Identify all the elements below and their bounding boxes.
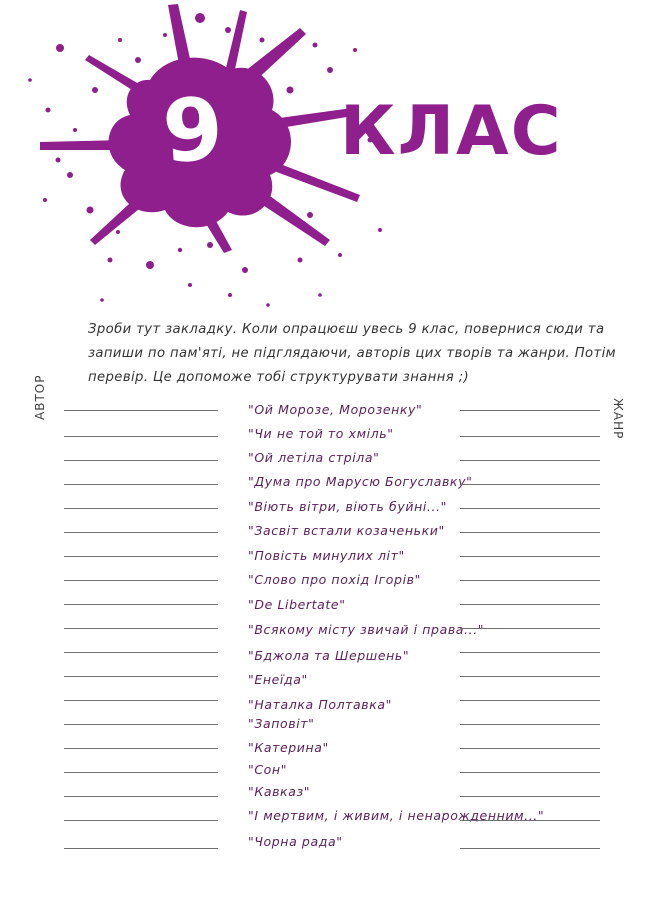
author-answer-line[interactable] xyxy=(64,436,218,437)
author-answer-line[interactable] xyxy=(64,676,218,677)
work-title: "Ой Морозе, Морозенку" xyxy=(248,402,423,417)
genre-answer-line[interactable] xyxy=(460,436,600,437)
work-title: "Віють вітри, віють буйні..." xyxy=(248,499,447,514)
work-title: "Кавказ" xyxy=(248,784,311,799)
author-answer-line[interactable] xyxy=(64,628,218,629)
work-title: "Засвіт встали козаченьки" xyxy=(248,523,445,538)
genre-answer-line[interactable] xyxy=(460,580,600,581)
work-title: "Енеїда" xyxy=(248,672,308,687)
work-title: "Чорна рада" xyxy=(248,834,343,849)
work-title: "Всякому місту звичай і права..." xyxy=(248,622,485,637)
genre-answer-line[interactable] xyxy=(460,532,600,533)
author-answer-line[interactable] xyxy=(64,580,218,581)
author-column-label: АВТОР xyxy=(33,374,47,420)
author-answer-line[interactable] xyxy=(64,460,218,461)
genre-answer-line[interactable] xyxy=(460,628,600,629)
author-answer-line[interactable] xyxy=(64,748,218,749)
genre-answer-line[interactable] xyxy=(460,508,600,509)
author-answer-line[interactable] xyxy=(64,796,218,797)
author-answer-line[interactable] xyxy=(64,652,218,653)
author-answer-line[interactable] xyxy=(64,848,218,849)
genre-column-label: ЖАНР xyxy=(611,398,625,440)
author-answer-line[interactable] xyxy=(64,532,218,533)
genre-answer-line[interactable] xyxy=(460,724,600,725)
genre-answer-line[interactable] xyxy=(460,460,600,461)
genre-answer-line[interactable] xyxy=(460,748,600,749)
work-title: "Заповіт" xyxy=(248,716,315,731)
author-answer-line[interactable] xyxy=(64,700,218,701)
page-title: КЛАС xyxy=(340,92,563,171)
work-title: "Бджола та Шершень" xyxy=(248,648,410,663)
work-title: "Сон" xyxy=(248,762,288,777)
genre-answer-line[interactable] xyxy=(460,820,600,821)
grade-number: 9 xyxy=(159,79,227,183)
work-title: "Повість минулих літ" xyxy=(248,548,405,563)
instructions-text: Зроби тут закладку. Коли опрацюєш увесь 9 клас, повернися сюди та запиши по пам'яті, не підглядаючи, авторів цих творів та жанри. Потім перевір. Це допоможе тобі структурувати знання ;) xyxy=(88,322,617,385)
genre-answer-line[interactable] xyxy=(460,700,600,701)
genre-answer-line[interactable] xyxy=(460,484,600,485)
work-title: "Наталка Полтавка" xyxy=(248,697,393,712)
work-title: "Слово про похід Ігорів" xyxy=(248,572,421,587)
work-title: "Чи не той то хміль" xyxy=(248,426,394,441)
work-title: "І мертвим, і живим, і ненарожденним..." xyxy=(248,808,545,823)
genre-answer-line[interactable] xyxy=(460,604,600,605)
genre-answer-line[interactable] xyxy=(460,848,600,849)
author-answer-line[interactable] xyxy=(64,410,218,411)
author-answer-line[interactable] xyxy=(64,508,218,509)
author-answer-line[interactable] xyxy=(64,556,218,557)
work-title: "Катерина" xyxy=(248,740,329,755)
genre-answer-line[interactable] xyxy=(460,652,600,653)
genre-answer-line[interactable] xyxy=(460,772,600,773)
author-answer-line[interactable] xyxy=(64,484,218,485)
work-title: "De Libertate" xyxy=(248,597,346,612)
author-answer-line[interactable] xyxy=(64,820,218,821)
genre-answer-line[interactable] xyxy=(460,556,600,557)
author-answer-line[interactable] xyxy=(64,604,218,605)
work-title: "Дума про Марусю Богуславку" xyxy=(248,474,473,489)
genre-answer-line[interactable] xyxy=(460,676,600,677)
author-answer-line[interactable] xyxy=(64,724,218,725)
genre-answer-line[interactable] xyxy=(460,410,600,411)
genre-answer-line[interactable] xyxy=(460,796,600,797)
author-answer-line[interactable] xyxy=(64,772,218,773)
work-title: "Ой летіла стріла" xyxy=(248,450,380,465)
